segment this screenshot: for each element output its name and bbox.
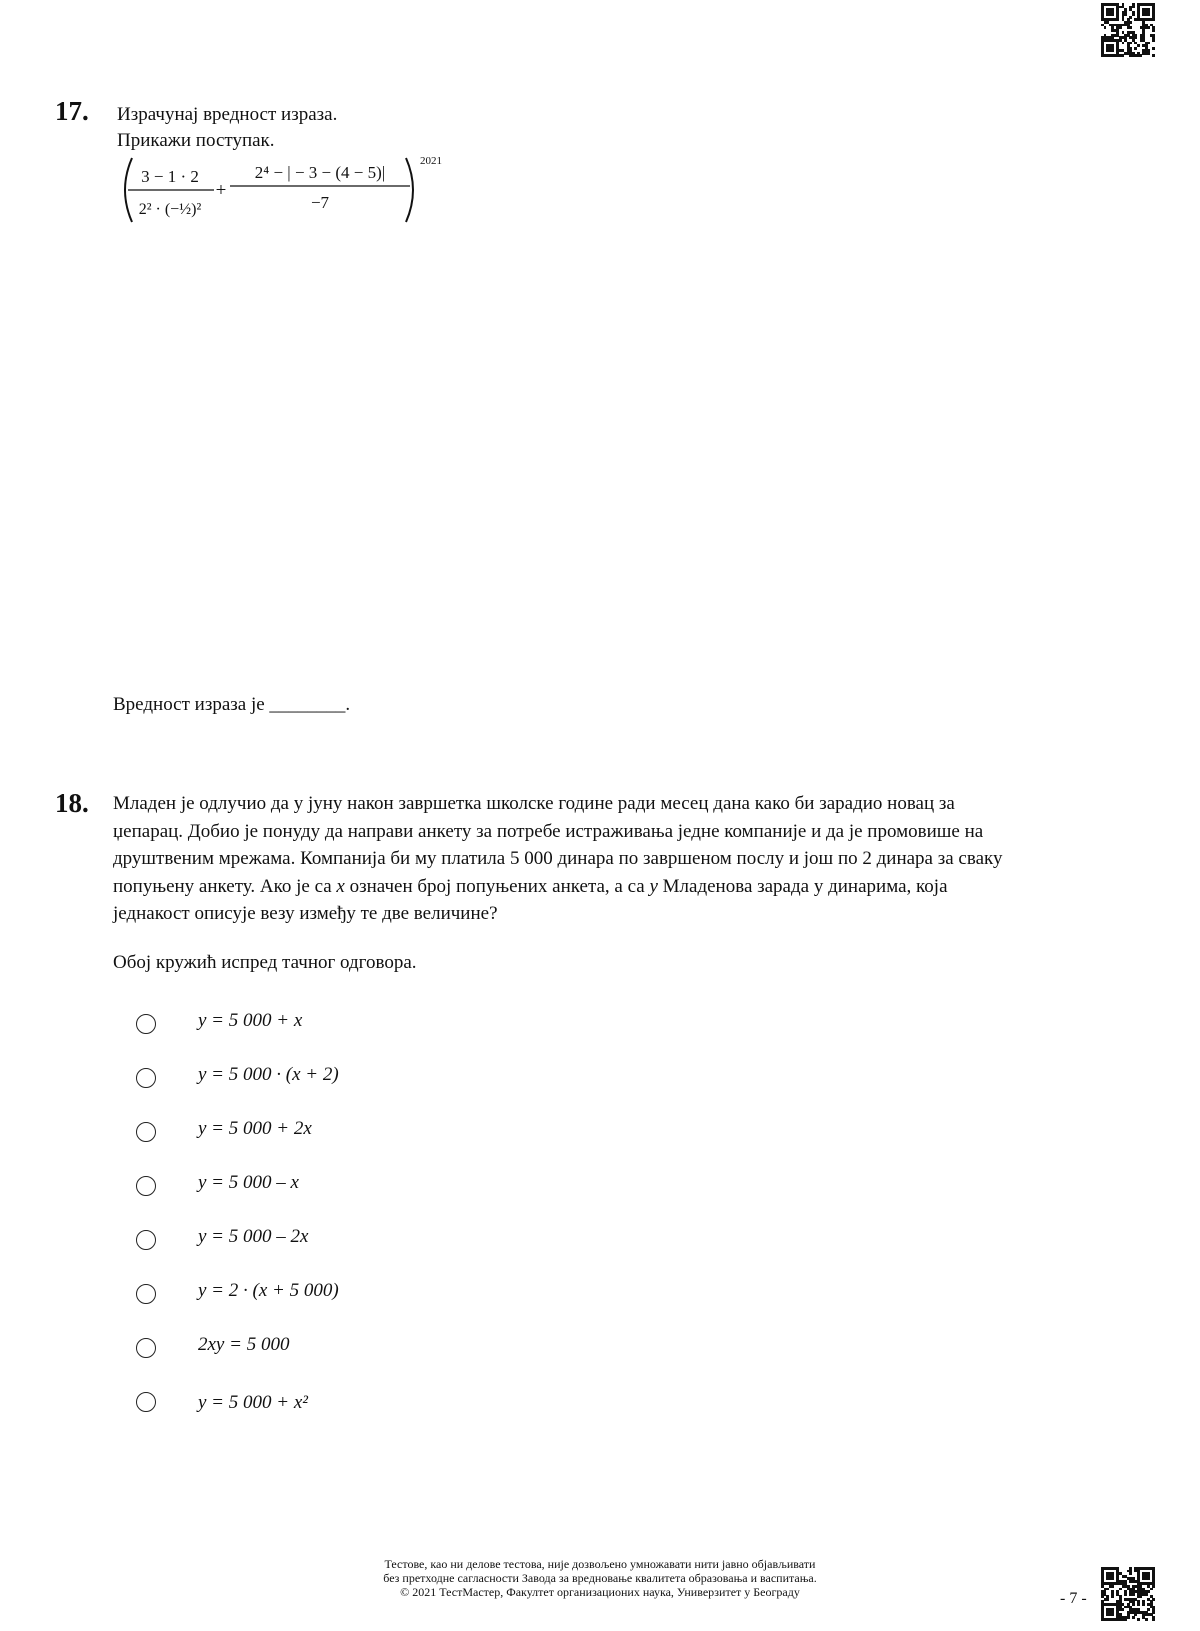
- option-label: y = 5 000 + x²: [198, 1392, 308, 1413]
- question-18-instruction: Обој кружић испред тачног одговора.: [113, 952, 417, 973]
- qr-module: [1111, 1577, 1114, 1580]
- option-label: y = 5 000 + 2x: [198, 1118, 312, 1139]
- radio-circle[interactable]: [136, 1014, 156, 1034]
- qr-module: [1119, 1588, 1122, 1591]
- question-17-prompt: Израчунај вредност израза.: [117, 104, 338, 125]
- qr-module: [1129, 21, 1132, 24]
- qr-module: [1142, 1603, 1145, 1606]
- frac1-denominator: 2² · (−½)²: [138, 201, 202, 218]
- qr-module: [1124, 1618, 1127, 1621]
- option-6[interactable]: [136, 1280, 536, 1310]
- qr-module: [1152, 1618, 1155, 1621]
- qr-module: [1147, 26, 1150, 29]
- plus-sign: +: [215, 180, 227, 201]
- qr-module: [1152, 18, 1155, 21]
- qr-module: [1152, 1611, 1155, 1614]
- question-18-line-3: друштвеним мрежама. Компанија би му платила 5 000 динара по завршеном послу и још по 2 динара за сваку: [113, 848, 1003, 869]
- qr-module: [1106, 1598, 1109, 1601]
- question-18-line-5: једнакост описује везу између те две величине?: [113, 903, 498, 924]
- qr-module: [1134, 47, 1137, 50]
- qr-module: [1129, 1572, 1132, 1575]
- qr-module: [1111, 49, 1114, 52]
- qr-module: [1111, 13, 1114, 16]
- option-5[interactable]: [136, 1226, 536, 1256]
- answer-blank[interactable]: ________: [269, 694, 346, 715]
- radio-circle[interactable]: [136, 1284, 156, 1304]
- radio-circle[interactable]: [136, 1176, 156, 1196]
- copyright-footer: [300, 1557, 900, 1599]
- qr-module: [1152, 47, 1155, 50]
- question-17-formula: [118, 150, 478, 230]
- qr-module: [1147, 1577, 1150, 1580]
- qr-module: [1124, 1593, 1127, 1596]
- qr-module: [1132, 6, 1135, 9]
- qr-module: [1147, 1590, 1150, 1593]
- qr-module: [1152, 39, 1155, 42]
- footer-line-2: без претходне сагласности Завода за вредновање квалитета образовања и васпитања.: [383, 1571, 817, 1585]
- footer-line-3: © 2021 ТестМастер, Факултет организационих наука, Универзитет у Београду: [400, 1585, 800, 1599]
- question-18-text: [113, 790, 1113, 928]
- qr-module: [1134, 1613, 1137, 1616]
- question-18-line-4: попуњену анкету. Ако је са x означен број попуњених анкета, а са y Младенова зарада у динарима, која: [113, 875, 948, 897]
- qr-module: [1104, 26, 1107, 29]
- radio-circle[interactable]: [136, 1122, 156, 1142]
- qr-module: [1129, 26, 1132, 29]
- qr-module: [1111, 1595, 1114, 1598]
- option-label: 2xy = 5 000: [198, 1334, 290, 1355]
- radio-circle[interactable]: [136, 1068, 156, 1088]
- qr-code-top: [1101, 3, 1155, 57]
- option-2[interactable]: [136, 1064, 536, 1094]
- qr-module: [1140, 54, 1143, 57]
- qr-module: [1129, 16, 1132, 19]
- qr-module: [1145, 1618, 1148, 1621]
- qr-module: [1116, 18, 1119, 21]
- footer-line-1: Тестове, као ни делове тестова, није дозвољено умножавати нити јавно објављивати: [384, 1557, 816, 1571]
- qr-module: [1150, 1588, 1153, 1591]
- qr-module: [1122, 54, 1125, 57]
- radio-circle[interactable]: [136, 1230, 156, 1250]
- option-8[interactable]: [136, 1388, 536, 1418]
- qr-code-bottom: [1101, 1567, 1155, 1621]
- qr-module: [1152, 54, 1155, 57]
- option-label: y = 5 000 – 2x: [198, 1226, 309, 1247]
- option-1[interactable]: [136, 1010, 536, 1040]
- question-17-instruction: Прикажи поступак.: [117, 130, 275, 151]
- qr-module: [1127, 1616, 1130, 1619]
- qr-module: [1147, 13, 1150, 16]
- option-7[interactable]: [136, 1334, 536, 1364]
- answer-period: .: [345, 694, 351, 715]
- option-label: y = 5 000 + x: [198, 1010, 303, 1031]
- answer-label: Вредност израза је: [113, 694, 265, 715]
- qr-module: [1147, 52, 1150, 55]
- option-3[interactable]: [136, 1118, 536, 1148]
- qr-module: [1137, 44, 1140, 47]
- option-label: y = 5 000 – x: [198, 1172, 299, 1193]
- qr-module: [1152, 1598, 1155, 1601]
- qr-module: [1132, 13, 1135, 16]
- qr-module: [1145, 1593, 1148, 1596]
- question-17-answer-line: [113, 694, 350, 716]
- radio-circle[interactable]: [136, 1338, 156, 1358]
- qr-module: [1124, 13, 1127, 16]
- qr-module: [1147, 1608, 1150, 1611]
- qr-module: [1129, 42, 1132, 45]
- option-label: y = 2 · (x + 5 000): [198, 1280, 339, 1301]
- radio-circle[interactable]: [136, 1392, 156, 1412]
- frac1-numerator: 3 − 1 · 2: [141, 167, 199, 186]
- qr-module: [1132, 1593, 1135, 1596]
- qr-module: [1111, 1613, 1114, 1616]
- frac2-denominator: −7: [310, 193, 330, 212]
- qr-module: [1152, 1585, 1155, 1588]
- page-number: - 7 -: [1060, 1590, 1087, 1607]
- qr-module: [1152, 29, 1155, 32]
- qr-module: [1122, 42, 1125, 45]
- option-4[interactable]: [136, 1172, 536, 1202]
- question-18-line-1: Младен је одлучио да у јуну након завршетка школске године ради месец дана како би зарадио новац за: [113, 793, 955, 814]
- qr-module: [1134, 36, 1137, 39]
- qr-module: [1137, 1618, 1140, 1621]
- qr-module: [1119, 26, 1122, 29]
- qr-module: [1132, 1616, 1135, 1619]
- qr-module: [1111, 1585, 1114, 1588]
- qr-module: [1106, 1588, 1109, 1591]
- frac2-numerator: 2⁴ − | − 3 − (4 − 5)|: [254, 163, 386, 182]
- qr-module: [1140, 1595, 1143, 1598]
- qr-module: [1122, 1608, 1125, 1611]
- question-17-number: 17.: [55, 96, 89, 126]
- qr-module: [1132, 1603, 1135, 1606]
- qr-module: [1147, 42, 1150, 45]
- formula-exponent: 2021: [420, 155, 442, 167]
- qr-module: [1137, 1603, 1140, 1606]
- question-18-number: 18.: [55, 788, 89, 818]
- option-label: y = 5 000 · (x + 2): [198, 1064, 339, 1085]
- question-18-line-2: џепарац. Добио је понуду да направи анкету за потребе истраживања једне компаније и да је промовише на: [113, 820, 984, 842]
